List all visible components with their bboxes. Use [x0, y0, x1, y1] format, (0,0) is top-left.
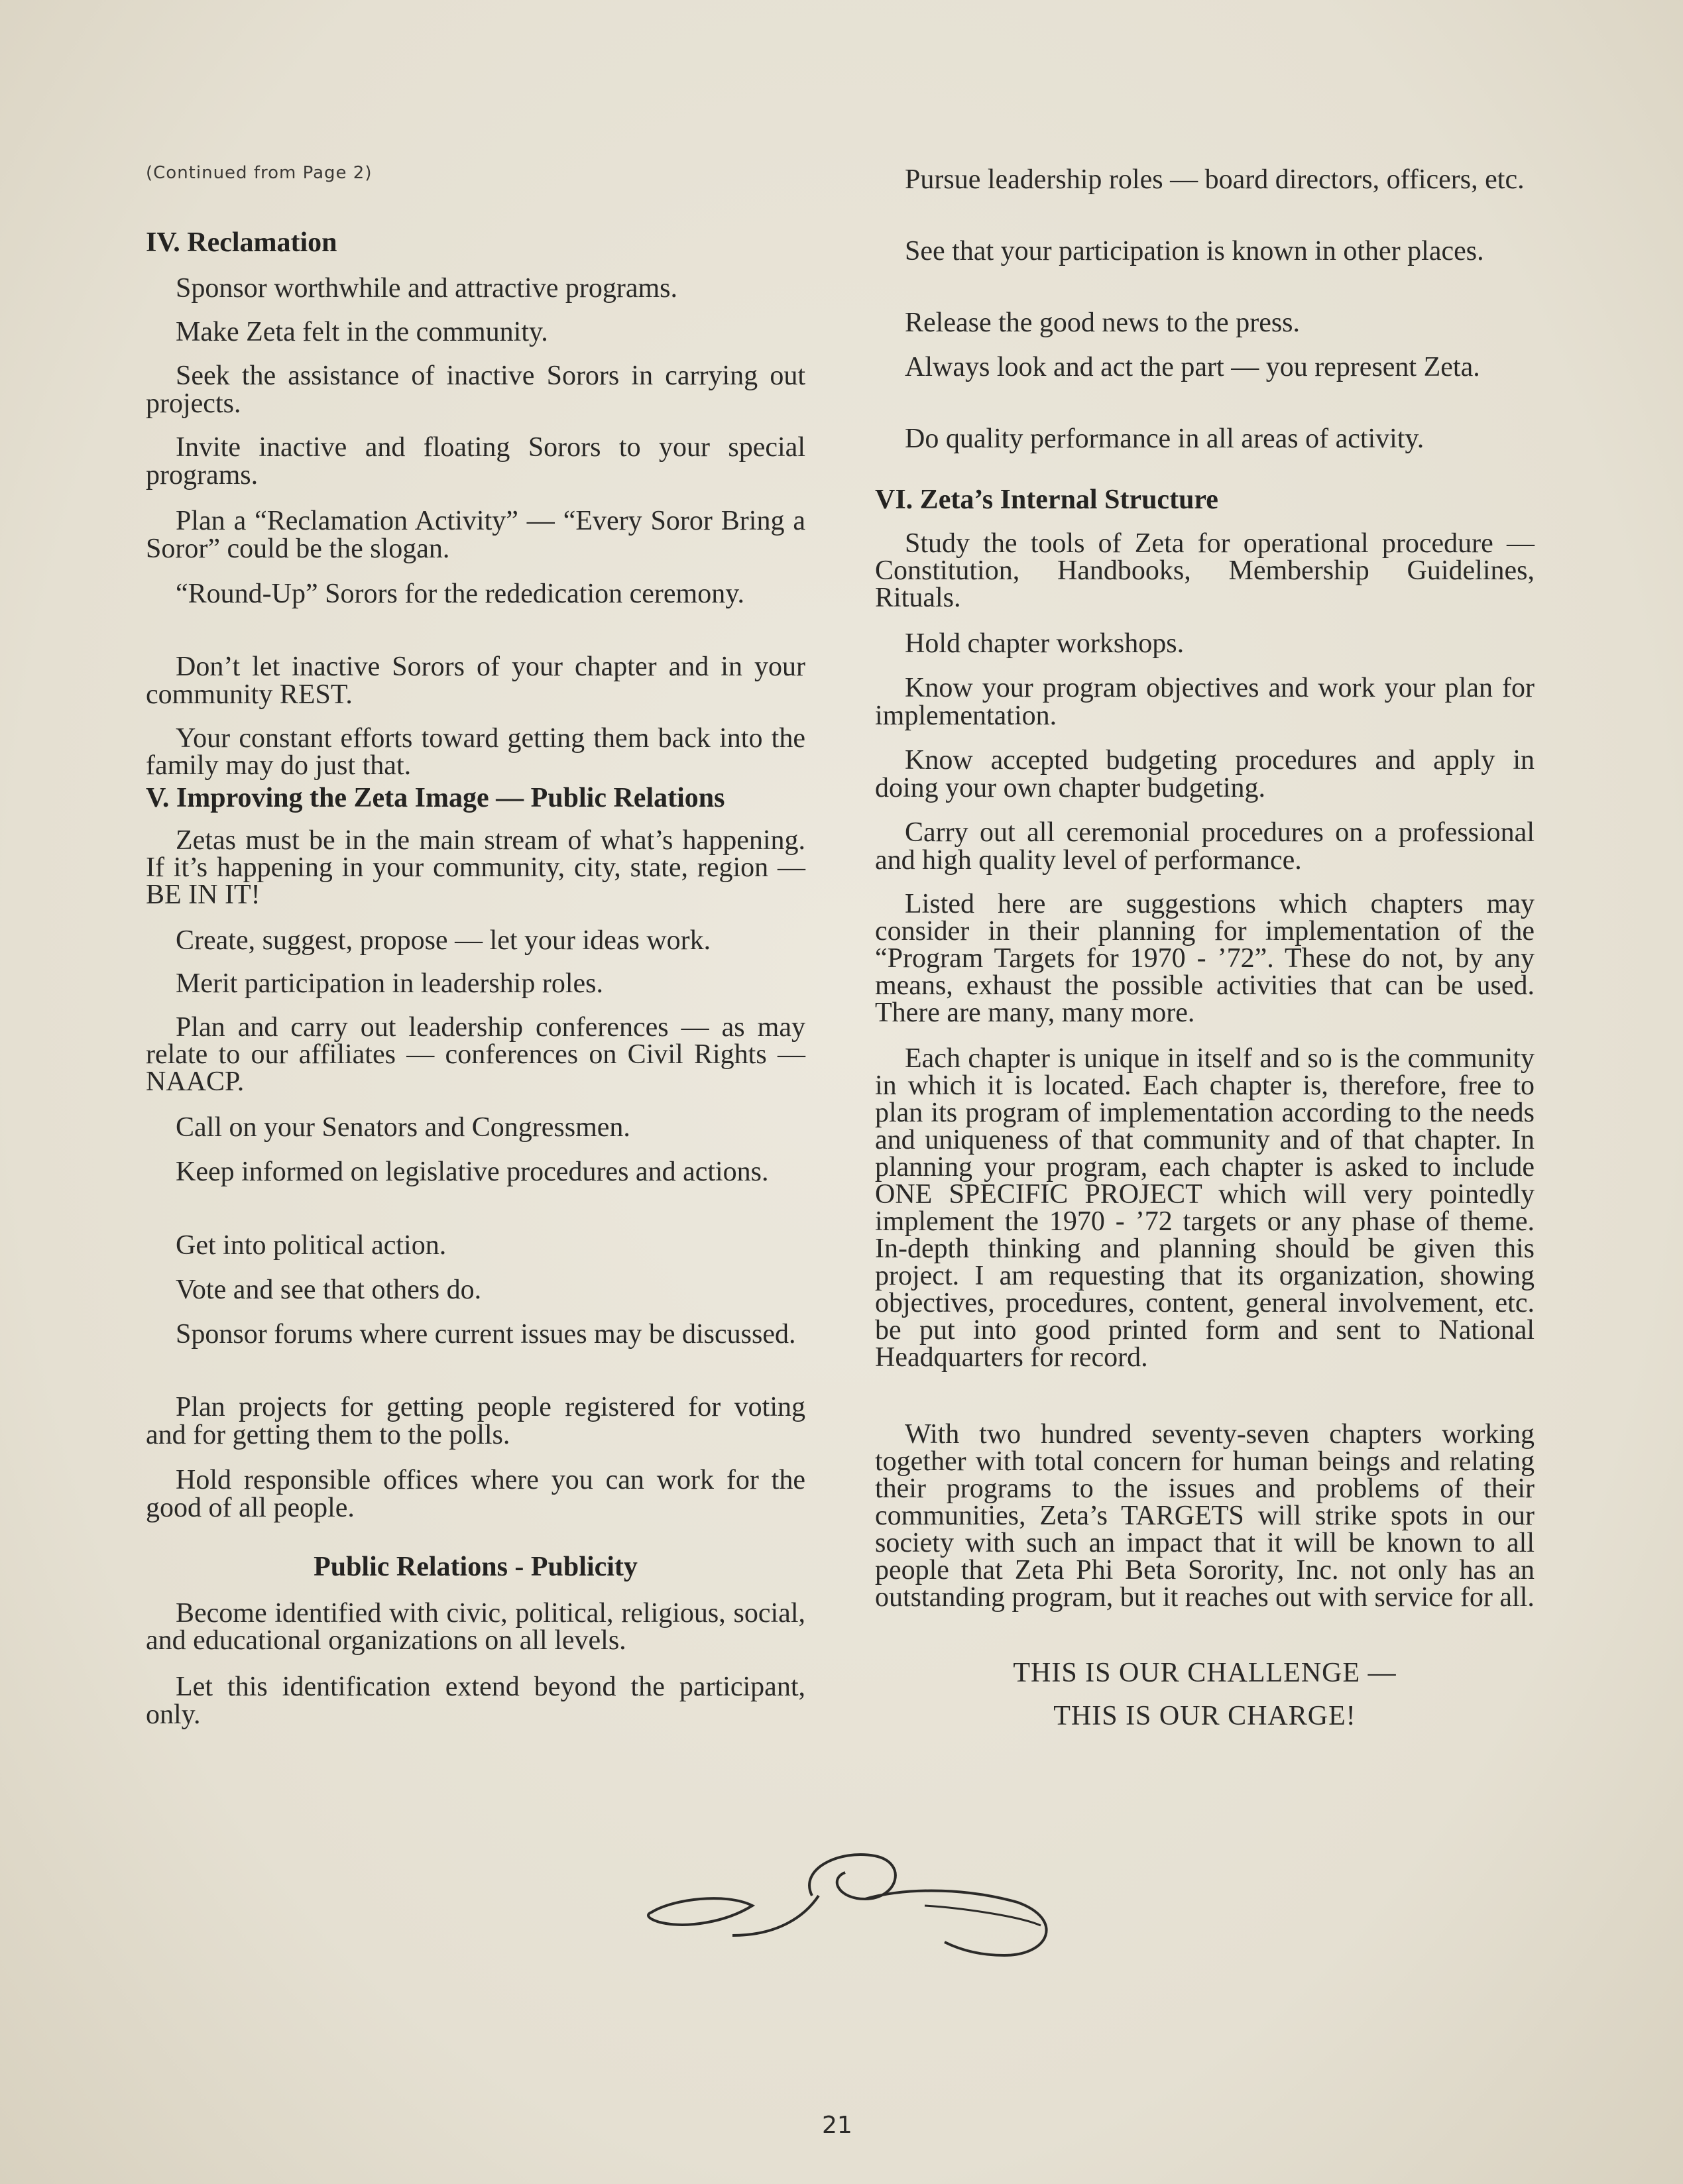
paragraph: Make Zeta felt in the community.	[176, 317, 548, 347]
continued-note: (Continued from Page 2)	[146, 163, 373, 183]
paragraph: Merit participation in leadership roles.	[176, 968, 603, 999]
paragraph: Vote and see that others do.	[176, 1275, 482, 1305]
paragraph: Become identified with civic, political, religious, social, and educational organizations on all levels.	[146, 1598, 805, 1656]
paragraph: Plan projects for getting people registered for voting and for getting them to the polls.	[146, 1392, 805, 1450]
paragraph: Know your program objectives and work your plan for implementation.	[875, 673, 1535, 731]
paragraph: Sponsor worthwhile and attractive programs.	[176, 273, 677, 304]
paragraph: Don’t let inactive Sorors of your chapter and in your community REST.	[146, 652, 805, 710]
paragraph: Zetas must be in the main stream of what’s happening. If it’s happening in your community, city, state, region — BE IN IT!	[146, 825, 805, 910]
paragraph: Study the tools of Zeta for operational procedure — Constitution, Handbooks, Membership Guidelines, Rituals.	[875, 528, 1535, 613]
publicity-heading: Public Relations - Publicity	[314, 1552, 638, 1582]
paragraph: Hold responsible offices where you can work for the good of all people.	[146, 1465, 805, 1523]
challenge-line: THIS IS OUR CHALLENGE —	[1013, 1658, 1397, 1688]
paragraph: Keep informed on legislative procedures and actions.	[176, 1157, 769, 1187]
paragraph: Plan a “Reclamation Activity” — “Every Soror Bring a Soror” could be the slogan.	[146, 506, 805, 564]
page-number: 21	[822, 2112, 852, 2139]
paragraph: Call on your Senators and Congressmen.	[176, 1112, 630, 1143]
paragraph: Invite inactive and floating Sorors to your special programs.	[146, 432, 805, 490]
paragraph: Sponsor forums where current issues may be discussed.	[176, 1319, 796, 1350]
flourish-ornament-icon	[646, 1836, 1071, 1969]
paragraph: Release the good news to the press.	[905, 308, 1301, 338]
paragraph: Let this identification extend beyond the participant, only.	[146, 1672, 805, 1730]
paragraph: Hold chapter workshops.	[905, 628, 1185, 659]
paragraph: Create, suggest, propose — let your ideas work.	[176, 925, 711, 956]
paragraph: With two hundred seventy-seven chapters working together with total concern for human beings and relating their programs to the issues and problems of their communities, Zeta’s TARGETS will strike spots in our society with such an impact that it will be known to all people that Zeta Phi Beta Sorority, Inc. not only has an outstanding program, but it reaches out with service for all.	[875, 1419, 1535, 1613]
paragraph: Pursue leadership roles — board directors, officers, etc.	[905, 164, 1525, 195]
charge-line: THIS IS OUR CHARGE!	[1053, 1701, 1356, 1731]
paragraph: Know accepted budgeting procedures and apply in doing your own chapter budgeting.	[875, 745, 1535, 803]
paragraph: Each chapter is unique in itself and so is the community in which it is located. Each chapter is, therefore, free to plan its program of implementation according to the needs and uniqueness of that community and of that chapter. In planning your program, each chapter is asked to include ONE SPECIFIC PROJECT which will very pointedly implement the 1970 - ’72 targets or any phase of theme. In-depth thinking and planning should be given this project. I am requesting that its organization, showing objectives, procedures, content, general involvement, etc. be put into good printed form and sent to National Headquarters for record.	[875, 1043, 1535, 1373]
paragraph: “Round-Up” Sorors for the rededication ceremony.	[176, 579, 744, 609]
paragraph: See that your participation is known in other places.	[905, 236, 1484, 266]
paragraph: Plan and carry out leadership conferences — as may relate to our affiliates — conferences on Civil Rights — NAACP.	[146, 1012, 805, 1097]
paragraph: Do quality performance in all areas of activity.	[905, 424, 1424, 454]
paragraph: Seek the assistance of inactive Sorors in carrying out projects.	[146, 361, 805, 419]
section-v-heading: V. Improving the Zeta Image — Public Relations	[146, 783, 725, 813]
paragraph: Always look and act the part — you represent Zeta.	[905, 352, 1480, 382]
paragraph: Your constant efforts toward getting them back into the family may do just that.	[146, 723, 805, 781]
paragraph: Listed here are suggestions which chapters may consider in their planning for implementation of the “Program Targets for 1970 - ’72”. These do not, by any means, exhaust the possible activities that can be used. There are many, many more.	[875, 889, 1535, 1028]
section-vi-heading: VI. Zeta’s Internal Structure	[875, 485, 1218, 515]
section-iv-heading: IV. Reclamation	[146, 227, 337, 258]
paragraph: Get into political action.	[176, 1230, 447, 1261]
paragraph: Carry out all ceremonial procedures on a professional and high quality level of performance.	[875, 817, 1535, 876]
